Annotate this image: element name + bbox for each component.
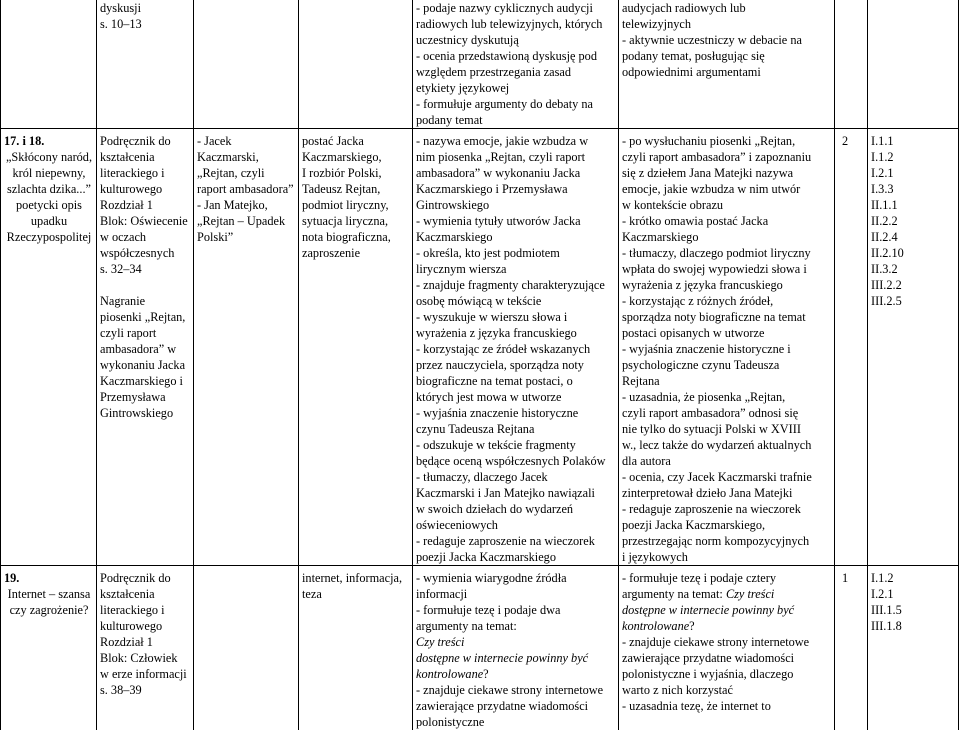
lesson-number: 19. (4, 570, 94, 586)
text-line: czyli raport ambasadora” i zapoznaniu (622, 149, 832, 165)
text-line: - korzystając ze źródeł wskazanych (416, 341, 616, 357)
italic-topic: Czy treści (726, 587, 774, 601)
text-line: wyrażenia z języka francuskiego (622, 277, 832, 293)
lesson-title (4, 586, 94, 618)
text-line: Kaczmarski, (197, 149, 296, 165)
goals-extended-cell (619, 129, 835, 566)
text-line: kształcenia (100, 586, 191, 602)
text-line: Podręcznik do (100, 133, 191, 149)
italic-topic: kontrolowane (416, 667, 483, 681)
text-line: Gintrowskiego (416, 197, 616, 213)
text-line: polonistyczne i wyjaśnia, dlaczego (622, 666, 832, 682)
text-line: s. 38–39 (100, 682, 191, 698)
text-line: - korzystając z różnych źródeł, (622, 293, 832, 309)
text-line: „Rejtan, czyli (197, 165, 296, 181)
text-line: - Jan Matejko, (197, 197, 296, 213)
texts-cell (194, 566, 299, 730)
text-line: Kaczmarski i Jan Matejko nawiązali (416, 485, 616, 501)
text-line: wykonaniu Jacka (100, 357, 191, 373)
text-line: zawierające przydatne wiadomości (622, 650, 832, 666)
text-line: poezji Jacka Kaczmarskiego, (622, 517, 832, 533)
text-line: - tłumaczy, dlaczego podmiot liryczny (622, 245, 832, 261)
text-line: Kaczmarskiego (416, 229, 616, 245)
goals-text: argumenty na temat: (622, 587, 726, 601)
lesson-cell (1, 566, 97, 730)
text-line: Przemysława (100, 389, 191, 405)
text-line: czy zagrożenie? (4, 602, 94, 618)
text-line: telewizyjnych (622, 16, 832, 32)
text-line: internet, informacja, (302, 570, 410, 586)
text-line: sytuacja liryczna, (302, 213, 410, 229)
textbook-cell (97, 129, 194, 566)
standards-cell (868, 0, 959, 129)
goals-basic-cell (413, 129, 619, 566)
text-line: - wyjaśnia znaczenie historyczne (416, 405, 616, 421)
text-line: zawierające przydatne wiadomości (416, 698, 616, 714)
text-line: - formułuje tezę i podaje dwa (416, 602, 616, 618)
text-line: I.1.1 (871, 133, 956, 149)
text-line: - aktywnie uczestniczy w debacie na (622, 32, 832, 48)
text-line: w., lecz także do wydarzeń aktualnych (622, 437, 832, 453)
text-line: - redaguje zaproszenie na wieczorek (622, 501, 832, 517)
text-line: - po wysłuchaniu piosenki „Rejtan, (622, 133, 832, 149)
text-line: III.2.5 (871, 293, 956, 309)
standards-cell (868, 129, 959, 566)
text-line: kształcenia (100, 149, 191, 165)
goals-extended-cell (619, 0, 835, 129)
text-line: - ocenia, czy Jacek Kaczmarski trafnie (622, 469, 832, 485)
text-line: II.1.1 (871, 197, 956, 213)
text-line: literackiego i (100, 165, 191, 181)
text-line: osobę mówiącą w tekście (416, 293, 616, 309)
text-line: przez nauczyciela, sporządza noty (416, 357, 616, 373)
goals-line: - formułuje tezę i podaje cztery (622, 570, 832, 586)
text-line: Gintrowskiego (100, 405, 191, 421)
text-line: „Rejtan – Upadek (197, 213, 296, 229)
text-line: - wymienia wiarygodne źródła (416, 570, 616, 586)
goals-italic-line (416, 650, 616, 666)
text-line: postać Jacka (302, 133, 410, 149)
text-line: postaci opisanych w utworze (622, 325, 832, 341)
text-line: I.3.3 (871, 181, 956, 197)
text-line: polonistyczne (416, 714, 616, 730)
goals-basic-intro (416, 570, 616, 634)
text-line: - redaguje zaproszenie na wieczorek (416, 533, 616, 549)
concepts-cell (299, 566, 413, 730)
text-line: teza (302, 586, 410, 602)
texts-cell (194, 0, 299, 129)
text-line: czyli raport ambasadora” odnosi się (622, 405, 832, 421)
text-line: II.2.4 (871, 229, 956, 245)
textbook-cell (97, 0, 194, 129)
text-line: lirycznym wiersza (416, 261, 616, 277)
text-line: - ocenia przedstawioną dyskusję pod (416, 48, 616, 64)
text-line: uczestnicy dyskutują (416, 32, 616, 48)
text-line: II.2.2 (871, 213, 956, 229)
italic-topic: Czy treści (416, 635, 464, 649)
text-line: przestrzegając norm kompozycyjnych (622, 533, 832, 549)
text-line: - podaje nazwy cyklicznych audycji (416, 0, 616, 16)
text-line: argumenty na temat: (416, 618, 616, 634)
text-line: Tadeusz Rejtan, (302, 181, 410, 197)
text-line: Blok: Człowiek (100, 650, 191, 666)
concepts-cell (299, 0, 413, 129)
text-line: - wymienia tytuły utworów Jacka (416, 213, 616, 229)
lesson-cell (1, 129, 97, 566)
text-line: II.3.2 (871, 261, 956, 277)
text-line: ambasadora” w (100, 341, 191, 357)
text-line: Blok: Oświecenie (100, 213, 191, 229)
text-line: informacji (416, 586, 616, 602)
lesson-title (4, 149, 94, 245)
text-line: dyskusji (100, 0, 191, 16)
text-line: III.1.5 (871, 602, 956, 618)
concepts-cell (299, 129, 413, 566)
italic-topic: dostępne w internecie powinny być (622, 603, 794, 617)
textbook-reference (100, 133, 191, 277)
lesson-cell (1, 0, 97, 129)
text-line: będące oceną współczesnych Polaków (416, 453, 616, 469)
goals-italic-line: kontrolowane? (622, 618, 832, 634)
hours-value: 1 (838, 570, 865, 586)
text-line: czyli raport (100, 325, 191, 341)
text-line: w oczach (100, 229, 191, 245)
text-line: I.1.2 (871, 570, 956, 586)
goals-line (622, 586, 832, 602)
recording-reference (100, 293, 191, 421)
text-line: sporządza noty biograficzne na temat (622, 309, 832, 325)
text-line: emocje, jakie wzbudza w nim utwór (622, 181, 832, 197)
text-line: - krótko omawia postać Jacka (622, 213, 832, 229)
texts-cell (194, 129, 299, 566)
text-line: podany temat, posługując się (622, 48, 832, 64)
text-line: „Skłócony naród, (4, 149, 94, 165)
text-line: - określa, kto jest podmiotem (416, 245, 616, 261)
italic-topic: kontrolowane (622, 619, 689, 633)
text-line: Rzeczypospolitej (4, 229, 94, 245)
goals-basic-cell (413, 0, 619, 129)
text-line: podmiot liryczny, (302, 197, 410, 213)
text-line: Kaczmarskiego i Przemysława (416, 181, 616, 197)
text-line: I.2.1 (871, 586, 956, 602)
text-line: Polski” (197, 229, 296, 245)
hours-value: 2 (838, 133, 865, 149)
hours-cell (835, 0, 868, 129)
text-line: i językowych (622, 549, 832, 565)
text-line: zinterpretował dzieło Jana Matejki (622, 485, 832, 501)
text-line: - wyszukuje w wierszu słowa i (416, 309, 616, 325)
text-line: kulturowego (100, 181, 191, 197)
text-line: nota biograficzna, (302, 229, 410, 245)
textbook-cell (97, 566, 194, 730)
text-line: - Jacek (197, 133, 296, 149)
text-line: Kaczmarskiego i (100, 373, 191, 389)
standards-cell (868, 566, 959, 730)
text-line: Kaczmarskiego, (302, 149, 410, 165)
text-line: upadku (4, 213, 94, 229)
text-line: ambasadora” w wykonaniu Jacka (416, 165, 616, 181)
text-line: - znajduje fragmenty charakteryzujące (416, 277, 616, 293)
text-line: - znajduje ciekawe strony internetowe (416, 682, 616, 698)
text-line: psychologiczne czynu Tadeusza (622, 357, 832, 373)
goals-italic-line: kontrolowane? (416, 666, 616, 682)
text-line: biograficzne na temat postaci, o (416, 373, 616, 389)
table-row (1, 0, 959, 129)
table-row (1, 566, 959, 730)
text-line: I.1.2 (871, 149, 956, 165)
text-line: audycjach radiowych lub (622, 0, 832, 16)
text-line: nim piosenka „Rejtan, czyli raport (416, 149, 616, 165)
text-line: - tłumaczy, dlaczego Jacek (416, 469, 616, 485)
text-line: współczesnych (100, 245, 191, 261)
text-line: I.2.1 (871, 165, 956, 181)
goals-basic-cell (413, 566, 619, 730)
text-line: s. 10–13 (100, 16, 191, 32)
hours-cell (835, 566, 868, 730)
table-row (1, 129, 959, 566)
text-line: Rejtana (622, 373, 832, 389)
text-line: w kontekście obrazu (622, 197, 832, 213)
text-line: - wyjaśnia znaczenie historyczne i (622, 341, 832, 357)
hours-cell (835, 129, 868, 566)
text-line: warto z nich korzystać (622, 682, 832, 698)
text-line: poezji Jacka Kaczmarskiego (416, 549, 616, 565)
text-line: s. 32–34 (100, 261, 191, 277)
goals-italic-line (416, 634, 616, 650)
text-line: kulturowego (100, 618, 191, 634)
text-line: I rozbiór Polski, (302, 165, 410, 181)
text-line: - znajduje ciekawe strony internetowe (622, 634, 832, 650)
text-line: III.2.2 (871, 277, 956, 293)
text-line: - formułuje argumenty do debaty na (416, 96, 616, 112)
text-line: Rozdział 1 (100, 634, 191, 650)
text-line: II.2.10 (871, 245, 956, 261)
text-line: Nagranie (100, 293, 191, 309)
text-line: szlachta dzika...” (4, 181, 94, 197)
text-line: - uzasadnia tezę, że internet to (622, 698, 832, 714)
text-line: się z dziełem Jana Matejki nazywa (622, 165, 832, 181)
text-line: literackiego i (100, 602, 191, 618)
text-line: dla autora (622, 453, 832, 469)
lesson-number: 17. i 18. (4, 133, 94, 149)
text-line: raport ambasadora” (197, 181, 296, 197)
goals-basic-rest (416, 682, 616, 730)
text-line: Podręcznik do (100, 570, 191, 586)
goals-extended-cell (619, 566, 835, 730)
goals-extended-rest (622, 634, 832, 714)
text-line: oświeceniowych (416, 517, 616, 533)
text-line: w swoich dziełach do wydarzeń (416, 501, 616, 517)
text-line: zaproszenie (302, 245, 410, 261)
text-line: - uzasadnia, że piosenka „Rejtan, (622, 389, 832, 405)
goals-italic-line (622, 602, 832, 618)
text-line: w erze informacji (100, 666, 191, 682)
text-line: względem przestrzegania zasad (416, 64, 616, 80)
text-line: - odszukuje w tekście fragmenty (416, 437, 616, 453)
text-line: król niepewny, (4, 165, 94, 181)
text-line: radiowych lub telewizyjnych, których (416, 16, 616, 32)
text-line: - nazywa emocje, jakie wzbudza w (416, 133, 616, 149)
text-line: piosenki „Rejtan, (100, 309, 191, 325)
text-line: Internet – szansa (4, 586, 94, 602)
text-line: odpowiednimi argumentami (622, 64, 832, 80)
text-line: wpłata do swojej wypowiedzi słowa i (622, 261, 832, 277)
text-line: podany temat (416, 112, 616, 128)
text-line: III.1.8 (871, 618, 956, 634)
text-line: czynu Tadeusza Rejtana (416, 421, 616, 437)
text-line: których jest mowa w utworze (416, 389, 616, 405)
text-line: nie tylko do sytuacji Polski w XVIII (622, 421, 832, 437)
text-line: Kaczmarskiego (622, 229, 832, 245)
italic-topic: dostępne w internecie powinny być (416, 651, 588, 665)
text-line: wyrażenia z języka francuskiego (416, 325, 616, 341)
text-line: etykiety językowej (416, 80, 616, 96)
text-line: poetycki opis (4, 197, 94, 213)
text-line: Rozdział 1 (100, 197, 191, 213)
